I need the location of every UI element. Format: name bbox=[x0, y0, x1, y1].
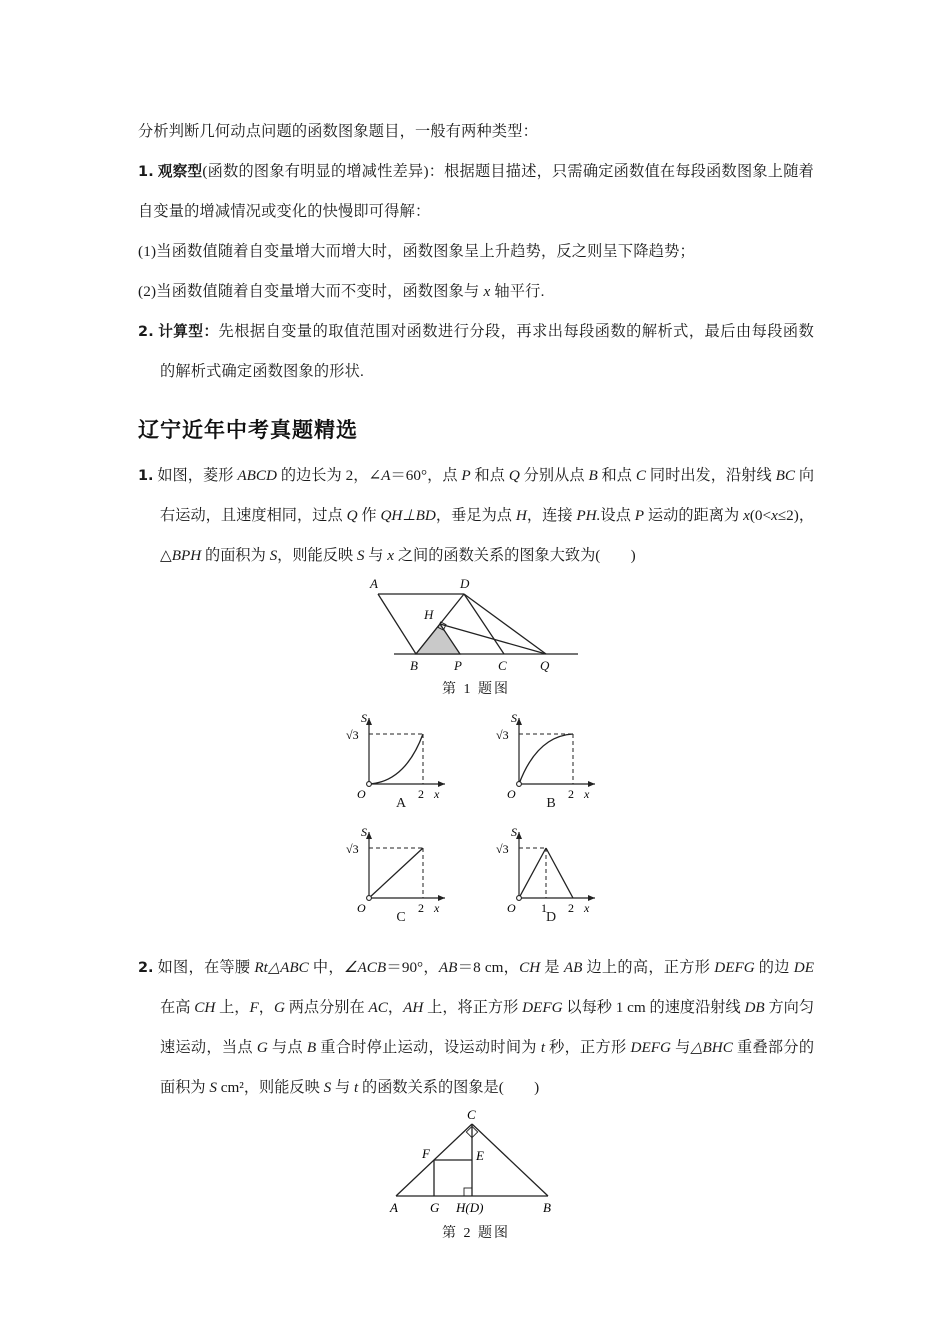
q1-run-7: Q bbox=[508, 467, 520, 484]
q2-text-run: 的函数关系的图象是( ) bbox=[358, 1079, 540, 1096]
q2-text-run: 与 bbox=[331, 1079, 354, 1096]
q1-run-33: S bbox=[356, 547, 365, 564]
intro-lead: 分析判断几何动点问题的函数图象题目，一般有两种类型： bbox=[138, 123, 539, 140]
intro-type1-keyword: 观察型 bbox=[157, 163, 203, 180]
q2-text-run: ， bbox=[387, 999, 404, 1016]
page-content bbox=[138, 112, 814, 1242]
option-B-y-tick: √3 bbox=[496, 728, 509, 742]
q2-text-run: 中， bbox=[308, 959, 344, 976]
intro-type1-number: 1. bbox=[138, 164, 154, 180]
q2-math-run: DEFG bbox=[630, 1039, 672, 1056]
intro-point-2 bbox=[138, 272, 814, 312]
question-2-figure bbox=[138, 1108, 814, 1242]
question-1-body bbox=[157, 467, 814, 564]
q2-text-run: 边上的高，正方形 bbox=[582, 959, 715, 976]
question-2 bbox=[138, 948, 814, 1242]
q2-math-run: AB bbox=[563, 959, 583, 976]
q2-text-run: 在高 bbox=[160, 999, 195, 1016]
q2-text-run: 秒，正方形 bbox=[545, 1039, 631, 1056]
q2-text-run: 以每秒 1 cm 的速度沿射线 bbox=[562, 999, 745, 1016]
option-D-x-tick-2: 2 bbox=[568, 901, 574, 914]
q2-text-run: ＝8 cm， bbox=[457, 959, 520, 976]
label-D: D bbox=[460, 576, 470, 591]
q2-math-run: ∠ACB bbox=[343, 959, 387, 976]
option-C[interactable] bbox=[341, 822, 461, 932]
option-A[interactable] bbox=[341, 708, 461, 818]
option-D-y-axis-label: S bbox=[511, 825, 517, 839]
q1-run-18: ，垂足为点 bbox=[435, 507, 516, 524]
label-B: B bbox=[410, 658, 418, 673]
option-D[interactable] bbox=[491, 822, 611, 932]
q2-text-run: 的边 bbox=[754, 959, 794, 976]
question-2-number: 2. bbox=[138, 960, 154, 976]
q2-math-run: AC bbox=[368, 999, 388, 1016]
q1-run-34: 与 bbox=[364, 547, 388, 564]
option-B-label: B bbox=[546, 796, 556, 811]
q1-run-21: PH. bbox=[576, 507, 601, 524]
option-C-x-axis-label: x bbox=[434, 901, 440, 914]
q2-math-run: CH bbox=[519, 959, 541, 976]
q2-math-run: G bbox=[273, 999, 285, 1016]
q2-math-run: DEFG bbox=[522, 999, 563, 1016]
q2-text-run: 方向匀速运动，当点 bbox=[160, 999, 815, 1056]
question-1-figure-caption: 第 1 题图 bbox=[442, 682, 510, 697]
q2-math-run: CH bbox=[194, 999, 216, 1016]
label-C: C bbox=[498, 658, 507, 673]
q2-math-run: S bbox=[209, 1079, 217, 1096]
question-2-text bbox=[138, 948, 814, 1108]
q2-text-run: 与 bbox=[671, 1039, 691, 1056]
isosceles-triangle-diagram bbox=[376, 1108, 576, 1220]
q1-run-32: ，则能反映 bbox=[277, 547, 357, 564]
intro-type2-body: 先根据自变量的取值范围对函数进行分段，再求出每段函数的解析式，最后由每段函数的解析式确定函数图象的形状. bbox=[160, 323, 814, 380]
q2-math-run: t bbox=[353, 1079, 359, 1096]
option-A-label: A bbox=[395, 796, 407, 811]
q2-math-run: △BHC bbox=[690, 1039, 733, 1056]
q2-math-run: t bbox=[540, 1039, 546, 1056]
q1-run-35: x bbox=[387, 547, 395, 564]
intro-point-2-b: 轴平行. bbox=[494, 283, 545, 300]
q2-math-run: B bbox=[306, 1039, 317, 1056]
intro-type1 bbox=[138, 152, 814, 232]
q1-run-11: C bbox=[635, 467, 647, 484]
q1-run-15: Q bbox=[346, 507, 358, 524]
q2-math-run: G bbox=[256, 1039, 268, 1056]
option-C-label: C bbox=[396, 910, 406, 925]
q1-run-13: BC bbox=[775, 467, 795, 484]
q2-math-run: AB bbox=[438, 959, 458, 976]
q1-run-23: P bbox=[634, 507, 645, 524]
question-2-body bbox=[158, 959, 815, 1096]
q2-text-run: cm²，则能反映 bbox=[216, 1079, 324, 1096]
option-B-x-axis-label: x bbox=[584, 787, 590, 800]
option-B-origin: O bbox=[507, 787, 516, 800]
option-A-y-tick: √3 bbox=[346, 728, 359, 742]
option-A-graph bbox=[345, 708, 457, 800]
q2-text-run: 上， bbox=[215, 999, 250, 1016]
q2-math-run: DB bbox=[744, 999, 765, 1016]
q1-run-22: 设点 bbox=[600, 507, 635, 524]
q1-run-8: 分别从点 bbox=[519, 467, 589, 484]
question-1-number: 1. bbox=[138, 468, 154, 484]
q1-run-27: x bbox=[771, 507, 778, 524]
q1-run-29: BPH bbox=[171, 547, 202, 564]
q2-math-run: S bbox=[323, 1079, 332, 1096]
q1-run-3: A bbox=[381, 467, 391, 484]
intro-type1-body: (函数的图象有明显的增减性差异)：根据题目描述，只需确定函数值在每段函数图象上随着自变量的增减情况或变化的快慢即可得解： bbox=[138, 163, 814, 220]
q1-run-0: 如图，菱形 bbox=[157, 467, 238, 484]
q1-run-10: 和点 bbox=[597, 467, 636, 484]
q2-text-run: 上，将正方形 bbox=[423, 999, 523, 1016]
q1-run-4: ＝60°，点 bbox=[390, 467, 462, 484]
q2-text-run: ， bbox=[258, 999, 274, 1016]
option-C-graph bbox=[345, 822, 457, 914]
option-D-x-tick-1: 1 bbox=[541, 901, 547, 914]
option-D-label: D bbox=[545, 910, 557, 925]
q2-math-run: Rt△ABC bbox=[254, 959, 309, 976]
intro-type2-keyword: 计算型： bbox=[158, 323, 219, 340]
question-1-figure bbox=[138, 576, 814, 698]
option-A-x-tick: 2 bbox=[418, 787, 424, 800]
q2-math-run: DEFG bbox=[714, 959, 755, 976]
q1-run-2: 的边长为 2，∠ bbox=[277, 467, 382, 484]
q1-run-16: 作 bbox=[357, 507, 381, 524]
option-B[interactable] bbox=[491, 708, 611, 818]
question-1-options bbox=[138, 708, 814, 932]
rhombus-diagram bbox=[356, 576, 596, 676]
q2-text-run: 重叠部分的面积为 bbox=[160, 1039, 815, 1096]
label-E: E bbox=[476, 1148, 484, 1163]
q1-run-14: 向右运动，且速度相同，过点 bbox=[160, 467, 815, 524]
option-D-graph bbox=[495, 822, 607, 914]
q1-run-36: 之间的函数关系的图象大致为( ) bbox=[394, 547, 636, 564]
q2-math-run: DE bbox=[793, 959, 815, 976]
q2-text-run: 重合时停止运动，设运动时间为 bbox=[316, 1039, 541, 1056]
option-B-y-axis-label: S bbox=[511, 711, 517, 725]
q2-text-run: 是 bbox=[540, 959, 564, 976]
q1-run-17: QH⊥BD bbox=[380, 507, 436, 524]
option-B-graph bbox=[495, 708, 607, 800]
q1-run-26: (0< bbox=[749, 507, 772, 524]
q1-run-24: 运动的距离为 bbox=[644, 507, 744, 524]
intro-type2 bbox=[138, 312, 814, 392]
q1-run-31: S bbox=[269, 547, 278, 564]
option-B-x-tick: 2 bbox=[568, 787, 574, 800]
label-H-D: H(D) bbox=[456, 1200, 484, 1215]
q1-run-6: 和点 bbox=[470, 467, 509, 484]
q2-math-run: F bbox=[249, 999, 259, 1016]
option-C-origin: O bbox=[357, 901, 366, 914]
intro-point-1: (1)当函数值随着自变量增大而增大时，函数图象呈上升趋势，反之则呈下降趋势； bbox=[138, 243, 695, 260]
option-C-y-tick: √3 bbox=[346, 842, 359, 856]
option-A-origin: O bbox=[357, 787, 366, 800]
label-A: A bbox=[390, 1200, 398, 1215]
label-C: C bbox=[467, 1108, 476, 1122]
q2-text-run: 两点分别在 bbox=[284, 999, 369, 1016]
q1-run-9: B bbox=[588, 467, 598, 484]
intro-type2-number: 2. bbox=[138, 324, 154, 340]
question-1 bbox=[138, 456, 814, 932]
q1-run-28: ≤2)，△ bbox=[160, 507, 815, 564]
option-D-origin: O bbox=[507, 901, 516, 914]
q1-run-1: ABCD bbox=[237, 467, 277, 484]
q1-run-20: ，连接 bbox=[526, 507, 577, 524]
option-D-y-tick: √3 bbox=[496, 842, 509, 856]
intro-point-2-var: x bbox=[483, 283, 491, 300]
q1-run-30: 的面积为 bbox=[201, 547, 270, 564]
q1-run-25: x bbox=[743, 507, 750, 524]
label-Q: Q bbox=[540, 658, 550, 673]
q1-run-5: P bbox=[461, 467, 471, 484]
label-P: P bbox=[454, 658, 462, 673]
q2-text-run: ＝90°， bbox=[386, 959, 439, 976]
q1-run-19: H bbox=[515, 507, 527, 524]
question-2-figure-caption: 第 2 题图 bbox=[442, 1226, 510, 1241]
label-F: F bbox=[422, 1146, 430, 1161]
option-D-x-axis-label: x bbox=[584, 901, 590, 914]
option-C-y-axis-label: S bbox=[361, 825, 367, 839]
option-A-y-axis-label: S bbox=[361, 711, 367, 725]
question-1-text bbox=[138, 456, 814, 576]
q2-math-run: AH bbox=[403, 999, 424, 1016]
option-C-x-tick: 2 bbox=[418, 901, 424, 914]
label-H: H bbox=[424, 607, 434, 622]
option-A-x-axis-label: x bbox=[434, 787, 440, 800]
label-B: B bbox=[543, 1200, 551, 1215]
label-G: G bbox=[430, 1200, 440, 1215]
section-heading: 辽宁近年中考真题精选 bbox=[138, 418, 358, 442]
q2-text-run: 与点 bbox=[267, 1039, 307, 1056]
q2-text-run: 如图，在等腰 bbox=[157, 959, 255, 976]
intro-point-2-a: (2)当函数值随着自变量增大而不变时，函数图象与 bbox=[138, 283, 480, 300]
label-A: A bbox=[370, 576, 378, 591]
q1-run-12: 同时出发，沿射线 bbox=[646, 467, 776, 484]
